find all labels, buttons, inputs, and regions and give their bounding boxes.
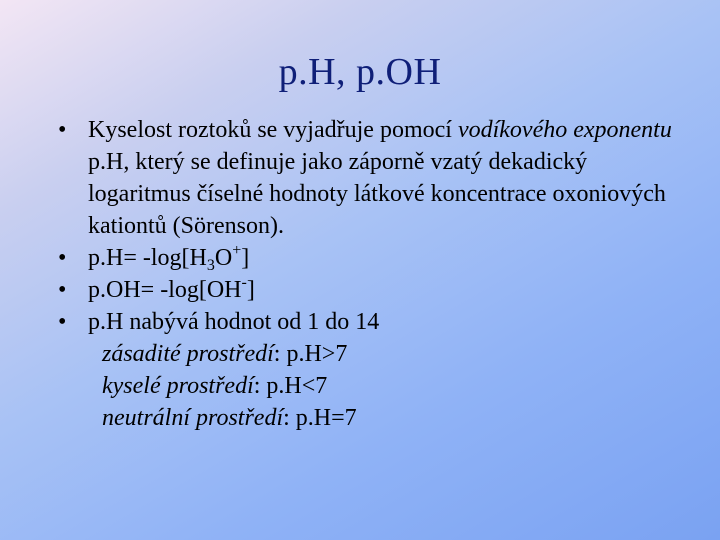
formula-subscript: 3: [206, 257, 215, 274]
bullet-text: Kyselost roztoků se vyjadřuje pomocí: [88, 117, 458, 143]
bullet-italic: vodíkového exponentu: [457, 117, 672, 143]
sub-line: [58, 370, 688, 402]
bullet-text: p.H nabývá hodnot od 1 do 14: [88, 309, 380, 335]
formula-text: p.OH= -log[OH: [88, 277, 242, 303]
bullet-item: [58, 114, 688, 242]
bullet-item: [58, 274, 688, 306]
sub-line-text: : p.H>7: [273, 341, 348, 367]
sub-line-italic: zásadité prostředí: [102, 341, 274, 367]
formula-superscript: +: [232, 242, 242, 259]
slide-content: [58, 114, 688, 434]
sub-line: [58, 338, 688, 370]
formula-text: O: [214, 245, 233, 271]
formula-superscript: -: [241, 274, 247, 291]
bullet-item: [58, 242, 688, 274]
sub-line-text: : p.H=7: [283, 405, 357, 431]
formula-text: ]: [246, 277, 255, 303]
sub-line: [58, 402, 688, 434]
bullet-item: [58, 306, 688, 338]
bullet-text: p.H, který se definuje jako záporně vzatý dekadický logaritmus číselné hodnoty látkové koncentrace oxoniových kationtů (Sörenson).: [88, 149, 666, 239]
bullet-icon: •: [58, 117, 67, 143]
sub-line-italic: kyselé prostředí: [102, 373, 254, 399]
page-title: p.H, p.OH: [278, 51, 442, 93]
bullet-icon: •: [58, 309, 67, 335]
sub-line-text: : p.H<7: [253, 373, 328, 399]
formula-text: p.H= -log[H: [88, 245, 207, 271]
sub-line-italic: neutrální prostředí: [102, 405, 284, 431]
bullet-icon: •: [58, 277, 67, 303]
bullet-icon: •: [58, 245, 67, 271]
formula-text: ]: [241, 245, 250, 271]
